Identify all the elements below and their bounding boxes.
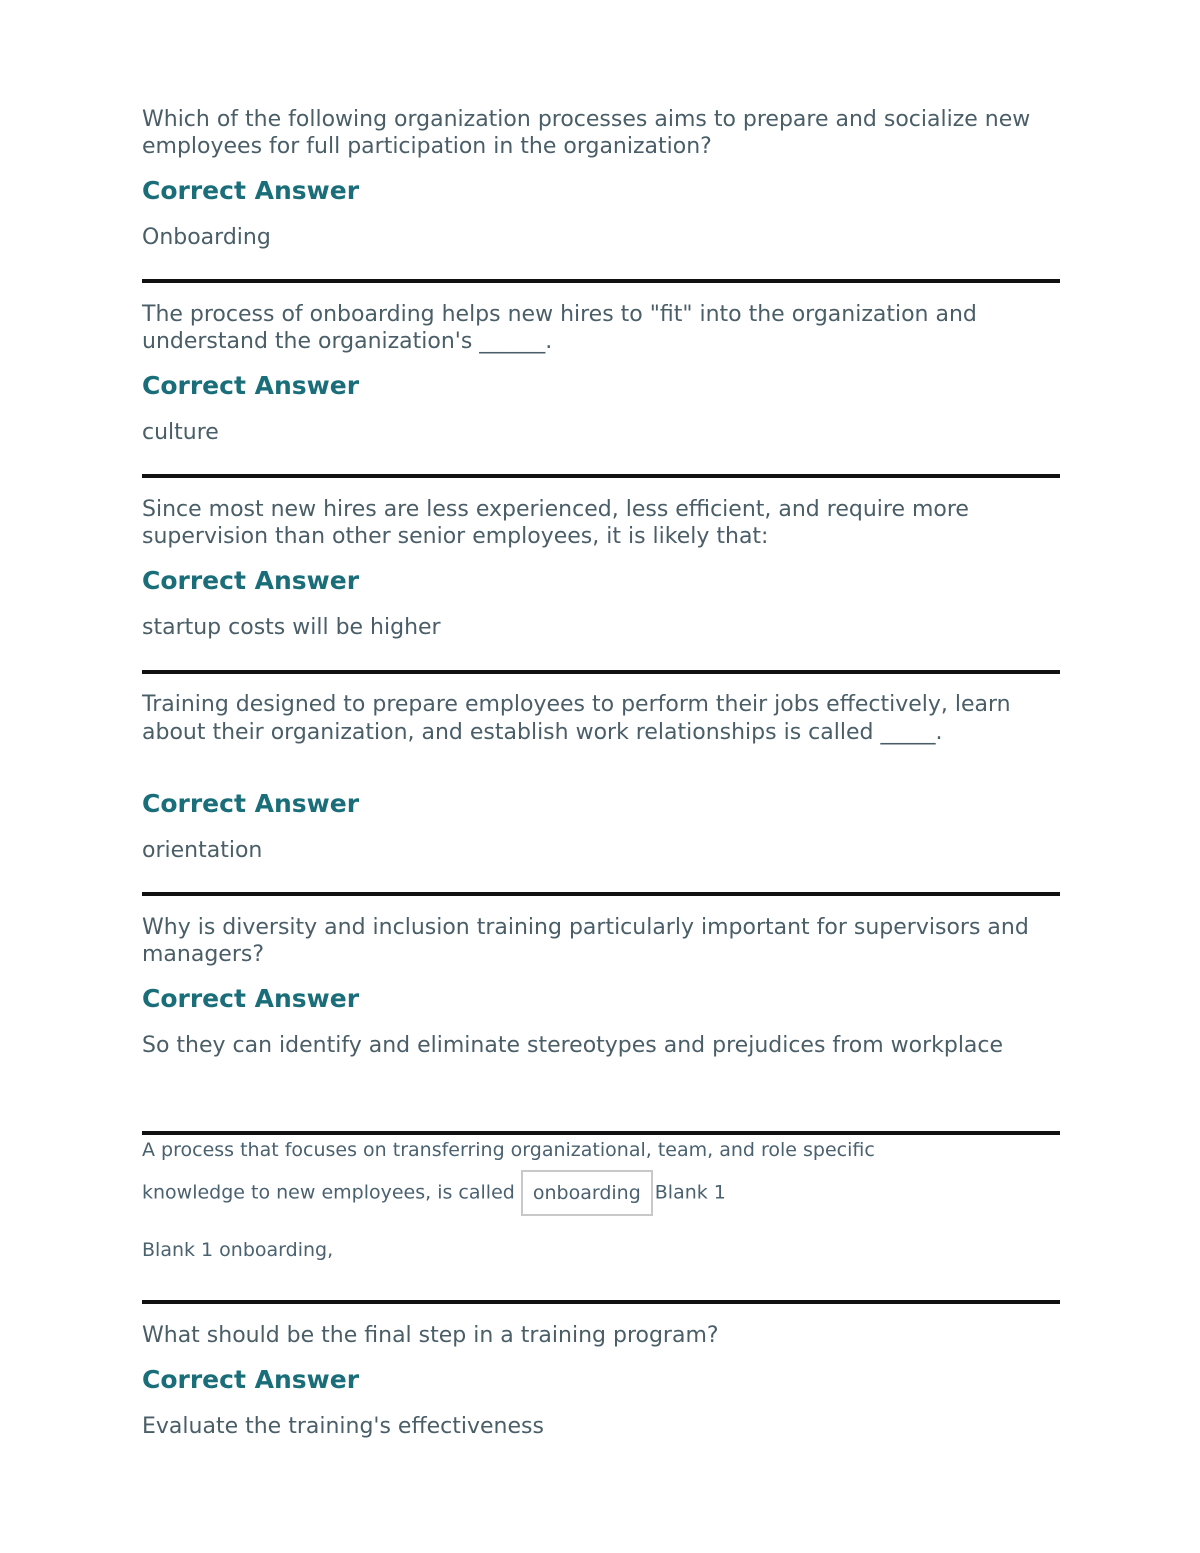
blank-result: Blank 1 onboarding,: [142, 1239, 334, 1261]
fill-blank-item: [142, 1130, 1060, 1270]
divider: [142, 892, 1060, 896]
answer-text: orientation: [142, 838, 263, 863]
answer-text: Onboarding: [142, 225, 271, 250]
divider: [142, 1300, 1060, 1304]
divider: [142, 279, 1060, 283]
qa-item: [142, 301, 1060, 445]
question-text: Why is diversity and inclusion training particularly important for supervisors and managers?: [142, 915, 1029, 967]
correct-answer-label: Correct Answer: [142, 176, 360, 205]
answer-text: culture: [142, 420, 219, 445]
qa-item: [142, 691, 1060, 863]
fill-blank-prefix: knowledge to new employees, is called: [142, 1181, 515, 1204]
question-text: Training designed to prepare employees to perform their jobs effectively, learn about their organization, and establish work relationships is called _____.: [142, 692, 1011, 745]
blank-answer-box: onboarding: [521, 1170, 653, 1216]
answer-text: Evaluate the training's effectiveness: [142, 1414, 544, 1439]
qa-item: [142, 1322, 1060, 1439]
correct-answer-label: Correct Answer: [142, 566, 360, 595]
correct-answer-label: Correct Answer: [142, 789, 360, 818]
correct-answer-label: Correct Answer: [142, 1365, 360, 1394]
qa-item: [142, 496, 1060, 640]
qa-item: [142, 914, 1060, 1058]
correct-answer-label: Correct Answer: [142, 984, 360, 1013]
blank-label: Blank 1: [654, 1181, 726, 1204]
fill-blank-line2: [142, 1170, 1060, 1216]
correct-answer-label: Correct Answer: [142, 371, 360, 400]
question-text: What should be the final step in a training program?: [142, 1323, 719, 1348]
divider: [142, 670, 1060, 674]
question-text: Which of the following organization processes aims to prepare and socialize new employees for full participation in the organization?: [142, 107, 1031, 159]
divider: [142, 474, 1060, 478]
question-text: Since most new hires are less experienced, less efficient, and require more supervision than other senior employees, it is likely that:: [142, 497, 969, 549]
question-text: The process of onboarding helps new hires to "fit" into the organization and understand the organization's ______.: [142, 302, 977, 354]
answer-text: startup costs will be higher: [142, 615, 441, 640]
qa-item: [142, 106, 1060, 250]
fill-blank-line1: A process that focuses on transferring organizational, team, and role specific: [142, 1139, 875, 1161]
answer-text: So they can identify and eliminate stereotypes and prejudices from workplace: [142, 1033, 1004, 1058]
